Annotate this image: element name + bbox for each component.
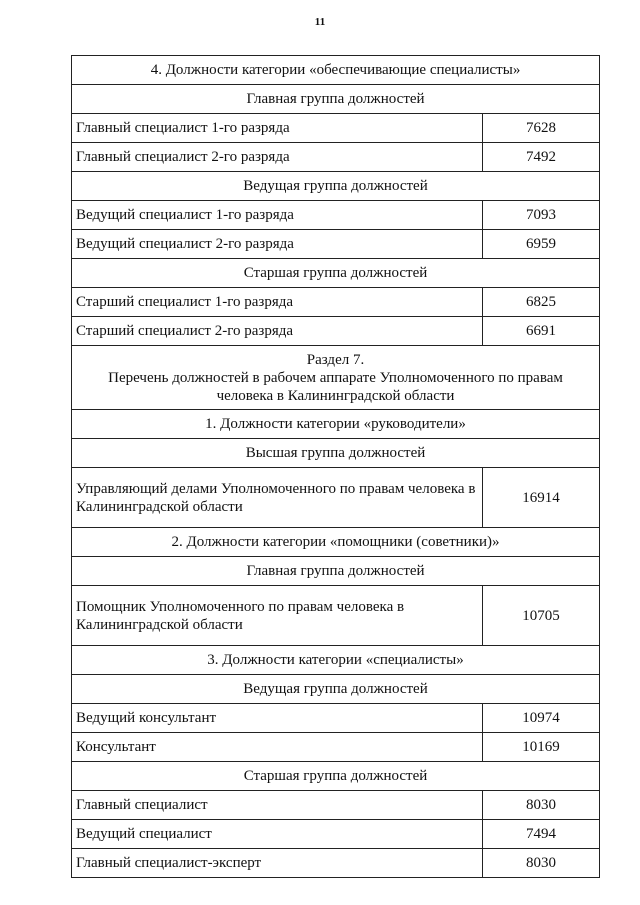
section-heading-row — [72, 346, 600, 410]
salary-value: 7628 — [483, 114, 600, 143]
group-heading-row — [72, 85, 600, 114]
position-title: Старший специалист 1-го разряда — [72, 288, 483, 317]
table-row — [72, 791, 600, 820]
salary-value: 6825 — [483, 288, 600, 317]
group-heading-row — [72, 528, 600, 557]
table-row — [72, 468, 600, 528]
salary-value: 10705 — [483, 586, 600, 646]
group-heading: Главная группа должностей — [72, 85, 600, 114]
group-heading-row — [72, 762, 600, 791]
table-row — [72, 849, 600, 878]
group-heading: Ведущая группа должностей — [72, 675, 600, 704]
section-heading-line: человека в Калининградской области — [216, 387, 455, 404]
group-heading: 2. Должности категории «помощники (советники)» — [72, 528, 600, 557]
positions-table — [71, 55, 600, 878]
salary-value: 10169 — [483, 733, 600, 762]
table-row — [72, 114, 600, 143]
salary-value: 8030 — [483, 849, 600, 878]
positions-table-body — [72, 56, 600, 878]
salary-value: 10974 — [483, 704, 600, 733]
position-title: Главный специалист — [72, 791, 483, 820]
position-title: Старший специалист 2-го разряда — [72, 317, 483, 346]
group-heading-row — [72, 646, 600, 675]
position-title: Главный специалист 2-го разряда — [72, 143, 483, 172]
salary-value: 7093 — [483, 201, 600, 230]
group-heading: Старшая группа должностей — [72, 259, 600, 288]
position-title: Ведущий специалист 2-го разряда — [72, 230, 483, 259]
table-row — [72, 733, 600, 762]
table-row — [72, 143, 600, 172]
position-title: Ведущий консультант — [72, 704, 483, 733]
position-title: Ведущий специалист 1-го разряда — [72, 201, 483, 230]
salary-value: 6691 — [483, 317, 600, 346]
table-row — [72, 288, 600, 317]
position-title: Консультант — [72, 733, 483, 762]
group-heading-row — [72, 56, 600, 85]
group-heading-row — [72, 172, 600, 201]
group-heading-row — [72, 439, 600, 468]
group-heading-row — [72, 259, 600, 288]
table-row — [72, 201, 600, 230]
group-heading-row — [72, 557, 600, 586]
group-heading: 3. Должности категории «специалисты» — [72, 646, 600, 675]
section-heading-line: Раздел 7. — [306, 351, 365, 368]
salary-value: 8030 — [483, 791, 600, 820]
table-row — [72, 586, 600, 646]
salary-value: 7492 — [483, 143, 600, 172]
group-heading: 4. Должности категории «обеспечивающие специалисты» — [72, 56, 600, 85]
position-title: Управляющий делами Уполномоченного по правам человека в Калининградской области — [72, 468, 483, 528]
salary-value: 6959 — [483, 230, 600, 259]
page-number: 11 — [314, 16, 326, 28]
position-title: Главный специалист-эксперт — [72, 849, 483, 878]
group-heading: Старшая группа должностей — [72, 762, 600, 791]
table-row — [72, 230, 600, 259]
salary-value: 7494 — [483, 820, 600, 849]
table-row — [72, 704, 600, 733]
section-heading — [72, 346, 600, 410]
section-heading-line: Перечень должностей в рабочем аппарате Уполномоченного по правам — [108, 369, 563, 386]
position-title: Ведущий специалист — [72, 820, 483, 849]
group-heading: Высшая группа должностей — [72, 439, 600, 468]
position-title: Помощник Уполномоченного по правам человека в Калининградской области — [72, 586, 483, 646]
group-heading: Ведущая группа должностей — [72, 172, 600, 201]
group-heading: Главная группа должностей — [72, 557, 600, 586]
group-heading-row — [72, 675, 600, 704]
group-heading-row — [72, 410, 600, 439]
table-row — [72, 820, 600, 849]
position-title: Главный специалист 1-го разряда — [72, 114, 483, 143]
salary-value: 16914 — [483, 468, 600, 528]
group-heading: 1. Должности категории «руководители» — [72, 410, 600, 439]
table-row — [72, 317, 600, 346]
